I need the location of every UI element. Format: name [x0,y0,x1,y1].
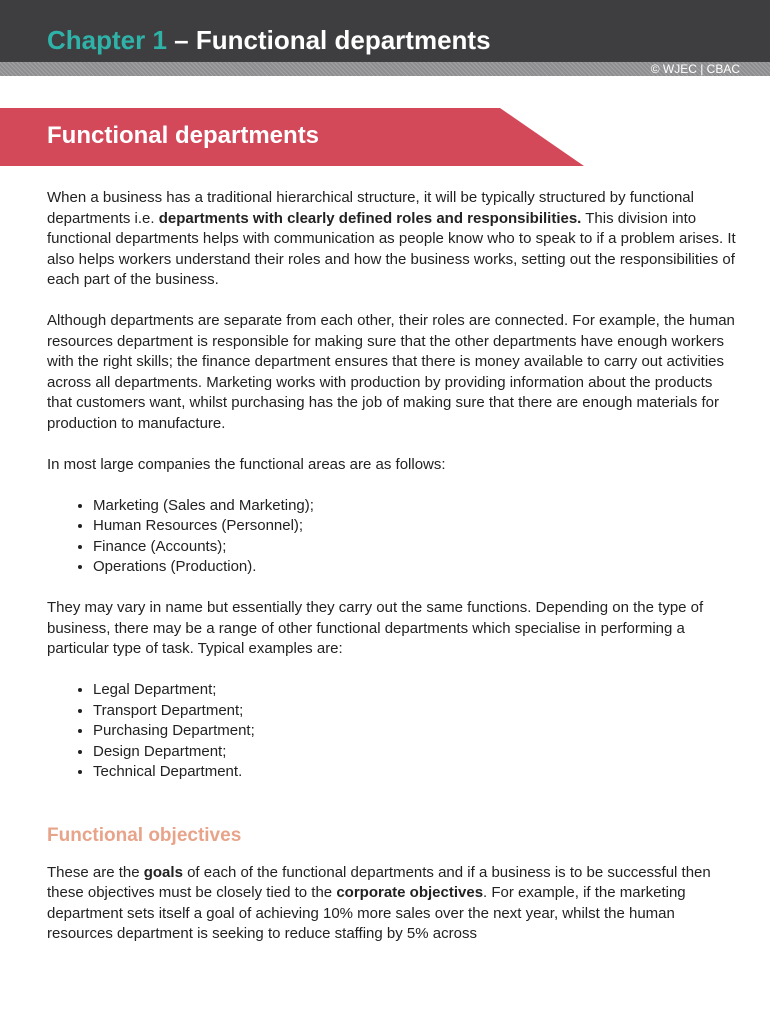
intro-paragraph [47,188,737,291]
paragraph-4: They may vary in name but essentially they carry out the same functions. Depending on the type of business, there may be a range of other functional departments which specialise in performing a particular type of task. Typical examples are: [47,599,704,657]
other-departments-list [47,680,737,783]
chapter-number: Chapter 1 [47,25,167,55]
objectives-bold-1: goals [143,863,183,881]
paragraph-2: Although departments are separate from each other, their roles are connected. For example, the human resources department is responsible for making sure that the other departments have enough workers with the right skills; the finance department ensures that there is money available to carry out activities across all departments. Marketing works with production by providing information about the products that customers want, whilst purchasing has the job of making sure that there are enough materials for production to manufacture. [47,312,735,432]
intro-text-1: When a business has a traditional hierarchical structure, it will be typically structured by functional departments i.e. [47,189,694,227]
objectives-text-1: These are the [47,863,144,881]
chapter-title [47,22,491,58]
objectives-paragraph [47,863,737,945]
list-item: • Design Department; [93,742,737,763]
paragraph-3: In most large companies the functional areas are as follows: [47,455,446,473]
intro-text-2: This division into functional departments helps with communication as people know who to speak to if a problem arises. It also helps workers understand their roles and how the business works, setting out the responsibilities of each part of the business. [47,209,736,288]
main-content [47,188,737,965]
chapter-name: – Functional departments [166,25,491,55]
list-item: • Finance (Accounts); [93,537,737,558]
objectives-bold-2: corporate objectives [336,884,484,901]
list-item: • Human Resources (Personnel); [93,516,737,537]
section-heading: Functional objectives [47,824,242,846]
copyright-notice: © WJEC | CBAC [650,62,740,76]
banner-title: Functional departments [47,122,320,149]
objectives-text-2: of each of the functional departments and if a business is to be successful then these objectives must be closely tied to the [47,863,711,901]
list-item: • Purchasing Department; [93,721,737,742]
list-item: • Marketing (Sales and Marketing); [93,496,737,517]
list-item: • Technical Department. [93,762,737,783]
intro-bold: departments with clearly defined roles and responsibilities. [158,209,582,227]
list-item: • Operations (Production). [93,557,737,578]
objectives-text-3: . For example, if the marketing department sets itself a goal of achieving 10% more sales over the next year, whilst the human resources department is seeking to reduce staffing by 5% across [47,884,686,942]
list-item: • Transport Department; [93,701,737,722]
list-item: • Legal Department; [93,680,737,701]
functional-areas-list [47,496,737,578]
